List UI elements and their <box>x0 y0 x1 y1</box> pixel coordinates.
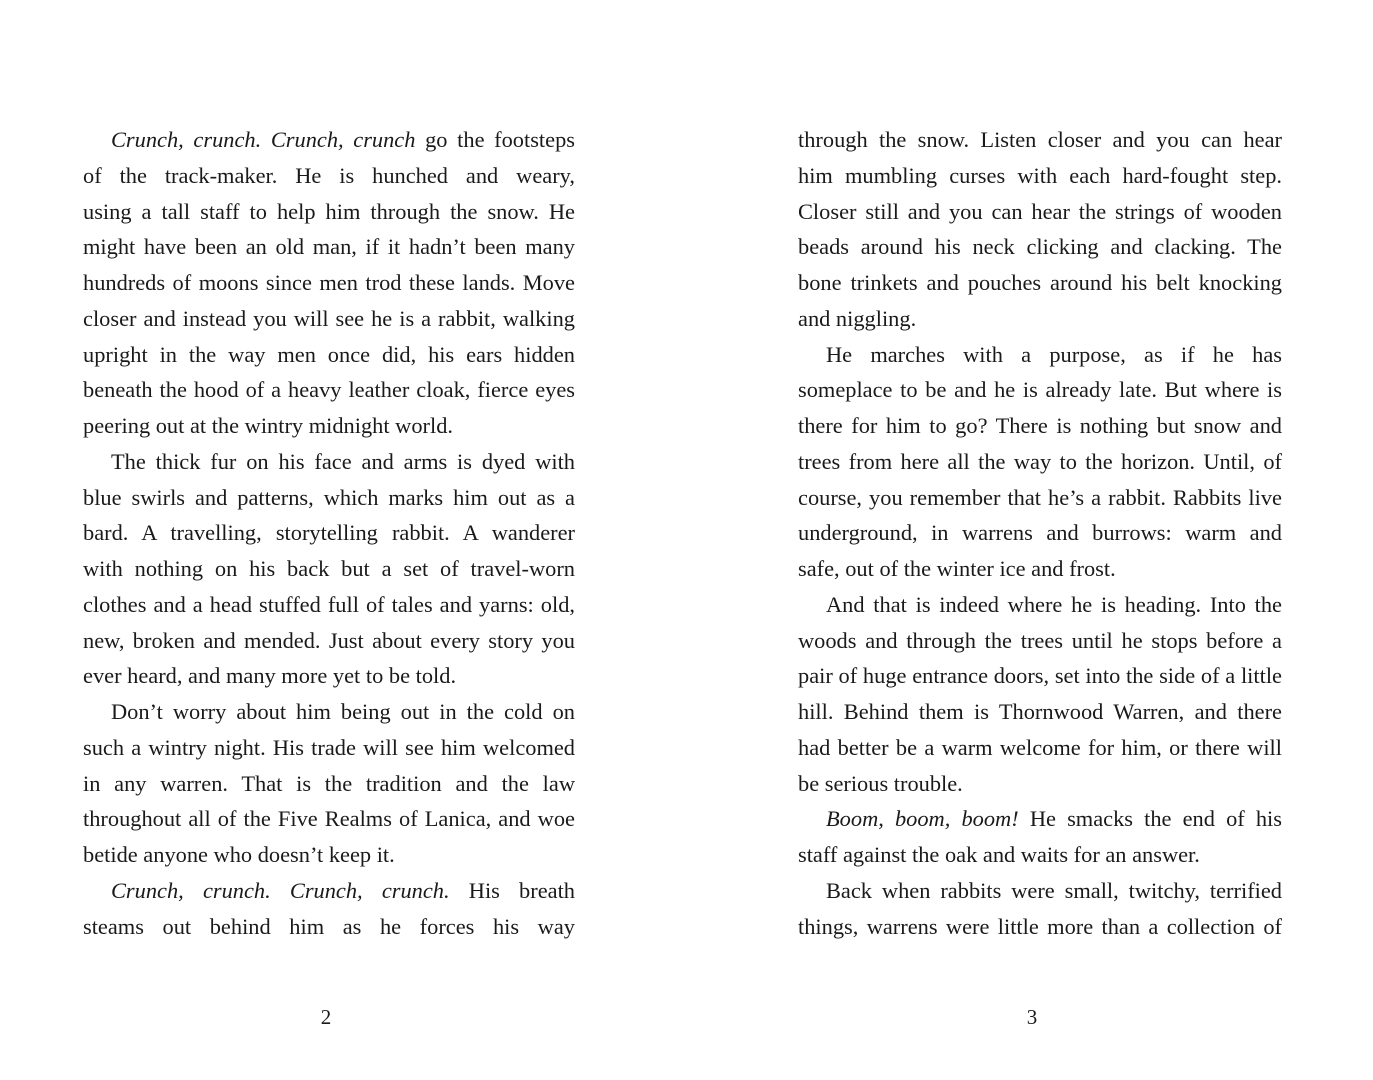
line-text: someplace to be and he is already late. But where is <box>798 377 1282 403</box>
line-text: ever heard, and many more yet to be told. <box>83 663 457 689</box>
line-text: bard. A travelling, storytelling rabbit. A wanderer <box>83 520 575 546</box>
line-text: The thick fur on his face and arms is dyed with <box>111 448 575 474</box>
text-line <box>83 551 575 587</box>
line-text: beads around his neck clicking and clacking. The <box>798 234 1282 260</box>
text-line <box>83 837 575 873</box>
text-line <box>83 265 575 301</box>
line-text: betide anyone who doesn’t keep it. <box>83 842 395 867</box>
text-line <box>798 587 1282 623</box>
right-page-number: 3 <box>1026 1005 1038 1029</box>
text-line <box>798 730 1282 766</box>
line-text: hundreds of moons since men trod these lands. Move <box>83 270 575 295</box>
line-text: bone trinkets and pouches around his belt knocking <box>798 270 1282 295</box>
line-text: things, warrens were little more than a collection of <box>798 913 1282 939</box>
line-text: there for him to go? There is nothing but snow and <box>798 413 1282 438</box>
text-line <box>83 444 575 480</box>
text-line <box>83 337 575 373</box>
line-text: woods and through the trees until he stops before a <box>798 627 1282 653</box>
text-line <box>83 801 575 837</box>
text-line <box>798 194 1282 230</box>
line-text: His breath <box>449 877 575 903</box>
line-text: through the snow. Listen closer and you can hear <box>798 127 1282 152</box>
line-text: go the footsteps <box>415 127 575 152</box>
text-line <box>798 337 1282 373</box>
text-line <box>798 408 1282 444</box>
line-text: be serious trouble. <box>798 770 963 796</box>
text-line <box>83 122 575 158</box>
text-line <box>83 766 575 802</box>
text-line <box>798 801 1282 837</box>
line-text: such a wintry night. His trade will see him welcomed <box>83 734 575 760</box>
text-line <box>83 873 575 909</box>
line-text: of the track-maker. He is hunched and weary, <box>83 162 575 188</box>
text-line <box>798 837 1282 873</box>
line-text: closer and instead you will see he is a rabbit, walking <box>83 305 575 331</box>
text-line <box>798 122 1282 158</box>
line-text: hill. Behind them is Thornwood Warren, and there <box>798 699 1282 724</box>
right-page-body <box>798 122 1282 944</box>
line-text: and niggling. <box>798 305 917 331</box>
text-line <box>83 301 575 337</box>
text-line <box>798 551 1282 587</box>
line-text: might have been an old man, if it hadn’t been many <box>83 234 575 260</box>
text-line <box>83 229 575 265</box>
italic-text: Crunch, crunch. Crunch, crunch. <box>111 877 450 903</box>
text-line <box>798 515 1282 551</box>
line-text: had better be a warm welcome for him, or there will <box>798 734 1282 760</box>
italic-text: Crunch, crunch. Crunch, crunch <box>111 127 416 152</box>
text-line <box>798 766 1282 802</box>
line-text: Back when rabbits were small, twitchy, terrified <box>826 877 1282 903</box>
text-line <box>83 515 575 551</box>
line-text: upright in the way men once did, his ears hidden <box>83 341 575 367</box>
line-text: course, you remember that he’s a rabbit. Rabbits live <box>798 484 1282 510</box>
text-line <box>83 587 575 623</box>
line-text: in any warren. That is the tradition and the law <box>83 770 575 796</box>
line-text: He marches with a purpose, as if he has <box>826 341 1282 367</box>
line-text: clothes and a head stuffed full of tales and yarns: old, <box>83 591 575 617</box>
line-text: new, broken and mended. Just about every story you <box>83 627 575 653</box>
text-line <box>798 229 1282 265</box>
line-text: with nothing on his back but a set of travel-worn <box>83 556 575 581</box>
line-text: underground, in warrens and burrows: warm and <box>798 520 1282 546</box>
text-line <box>798 372 1282 408</box>
line-text: peering out at the wintry midnight world. <box>83 413 454 438</box>
text-line <box>83 372 575 408</box>
text-line <box>798 301 1282 337</box>
text-line <box>83 408 575 444</box>
line-text: steams out behind him as he forces his way <box>83 913 575 939</box>
line-text: safe, out of the winter ice and frost. <box>798 556 1116 581</box>
italic-text: Boom, boom, boom! <box>826 806 1019 832</box>
line-text: throughout all of the Five Realms of Lanica, and woe <box>83 806 575 832</box>
text-line <box>798 694 1282 730</box>
text-line <box>83 730 575 766</box>
line-text: using a tall staff to help him through the snow. He <box>83 198 575 224</box>
text-line <box>798 623 1282 659</box>
text-line <box>83 194 575 230</box>
line-text: Closer still and you can hear the strings of wooden <box>798 198 1282 224</box>
line-text: He smacks the end of his <box>1018 806 1282 832</box>
line-text: him mumbling curses with each hard-fought step. <box>798 162 1282 188</box>
text-line <box>83 658 575 694</box>
line-text: pair of huge entrance doors, set into the side of a little <box>798 663 1282 689</box>
text-line <box>83 158 575 194</box>
left-page-number: 2 <box>320 1005 332 1029</box>
text-line <box>83 623 575 659</box>
line-text: And that is indeed where he is heading. Into the <box>826 591 1282 617</box>
line-text: beneath the hood of a heavy leather cloak, fierce eyes <box>83 377 575 403</box>
text-line <box>798 909 1282 945</box>
line-text: Don’t worry about him being out in the cold on <box>111 699 575 724</box>
text-line <box>83 480 575 516</box>
text-line <box>798 658 1282 694</box>
left-page-body <box>83 122 575 944</box>
text-line <box>798 480 1282 516</box>
text-line <box>83 909 575 945</box>
text-line <box>83 694 575 730</box>
text-line <box>798 444 1282 480</box>
line-text: trees from here all the way to the horizon. Until, of <box>798 448 1282 474</box>
text-line <box>798 265 1282 301</box>
line-text: staff against the oak and waits for an answer. <box>798 842 1200 867</box>
text-line <box>798 873 1282 909</box>
line-text: blue swirls and patterns, which marks him out as a <box>83 484 575 510</box>
text-line <box>798 158 1282 194</box>
